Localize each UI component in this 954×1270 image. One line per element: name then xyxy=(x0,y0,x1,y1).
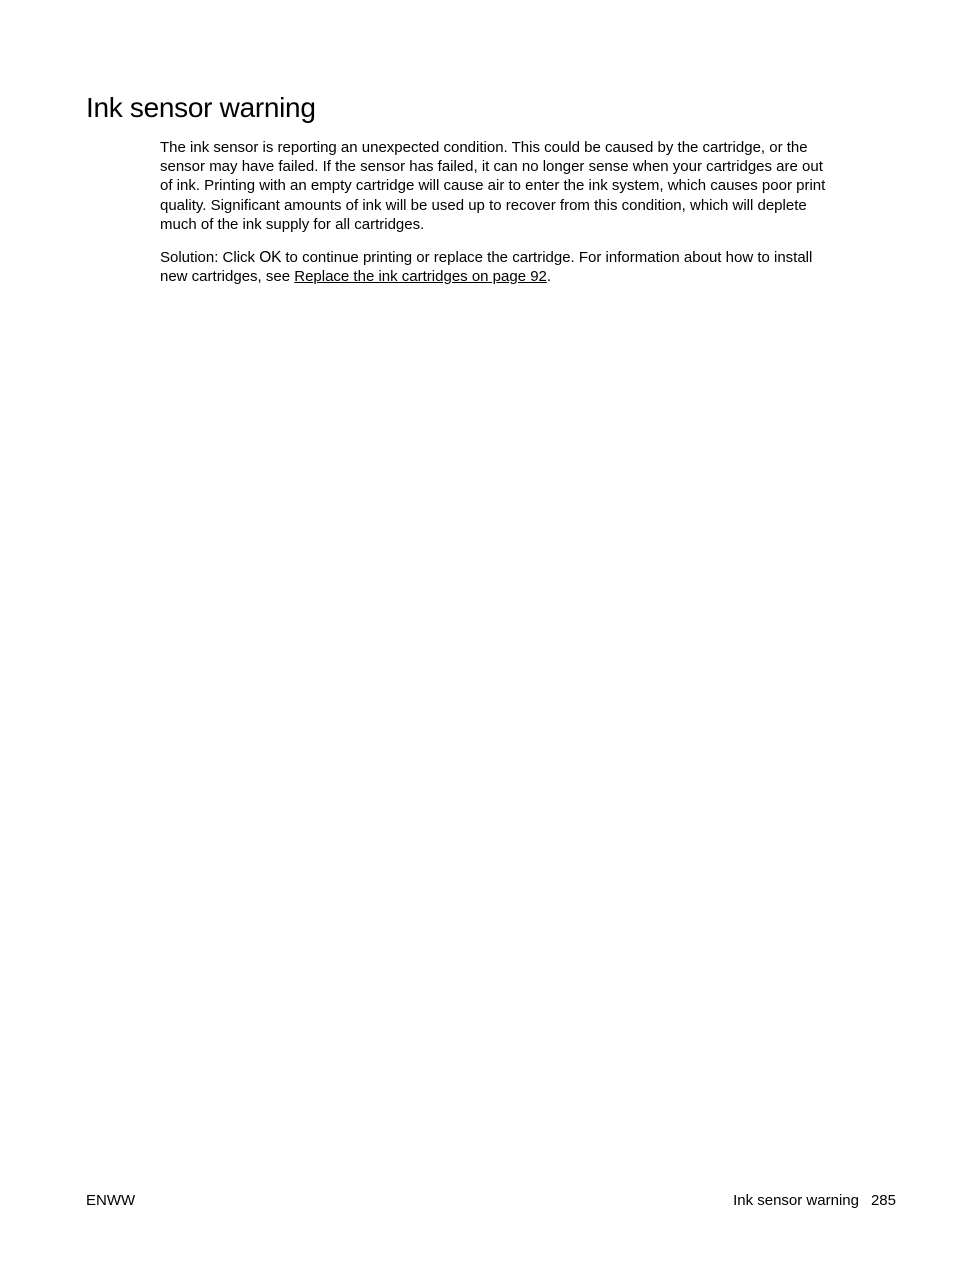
footer-section-title: Ink sensor warning xyxy=(733,1192,859,1209)
warning-description-paragraph xyxy=(160,138,876,234)
paragraph-line: quality. Significant amounts of ink will be used up to recover from this condition, which will deplete xyxy=(160,196,807,214)
paragraph-line: The ink sensor is reporting an unexpected condition. This could be caused by the cartridge, or the xyxy=(160,139,808,156)
footer-locale: ENWW xyxy=(86,1192,136,1209)
solution-line-1 xyxy=(160,248,876,267)
ok-button-label: OK xyxy=(259,249,282,267)
solution-paragraph xyxy=(160,248,876,286)
page-title: Ink sensor warning xyxy=(86,92,316,123)
paragraph-line: much of the ink supply for all cartridges. xyxy=(160,215,425,233)
solution-text: to continue printing or replace the cartridge. For information about how to install xyxy=(281,249,813,267)
page-number: 285 xyxy=(870,1192,896,1209)
solution-text-2: new cartridges, see xyxy=(160,268,295,286)
paragraph-line: of ink. Printing with an empty cartridge will cause air to enter the ink system, which causes poor print xyxy=(160,177,826,195)
paragraph-line: sensor may have failed. If the sensor has failed, it can no longer sense when your cartridges are out xyxy=(160,158,823,176)
content-body xyxy=(160,138,876,286)
replace-cartridges-link[interactable]: Replace the ink cartridges on page 92 xyxy=(294,268,547,286)
footer-page-info xyxy=(733,1191,896,1210)
solution-period: . xyxy=(546,268,552,286)
solution-prefix: Solution: Click xyxy=(160,249,260,267)
solution-line-2 xyxy=(160,267,876,286)
